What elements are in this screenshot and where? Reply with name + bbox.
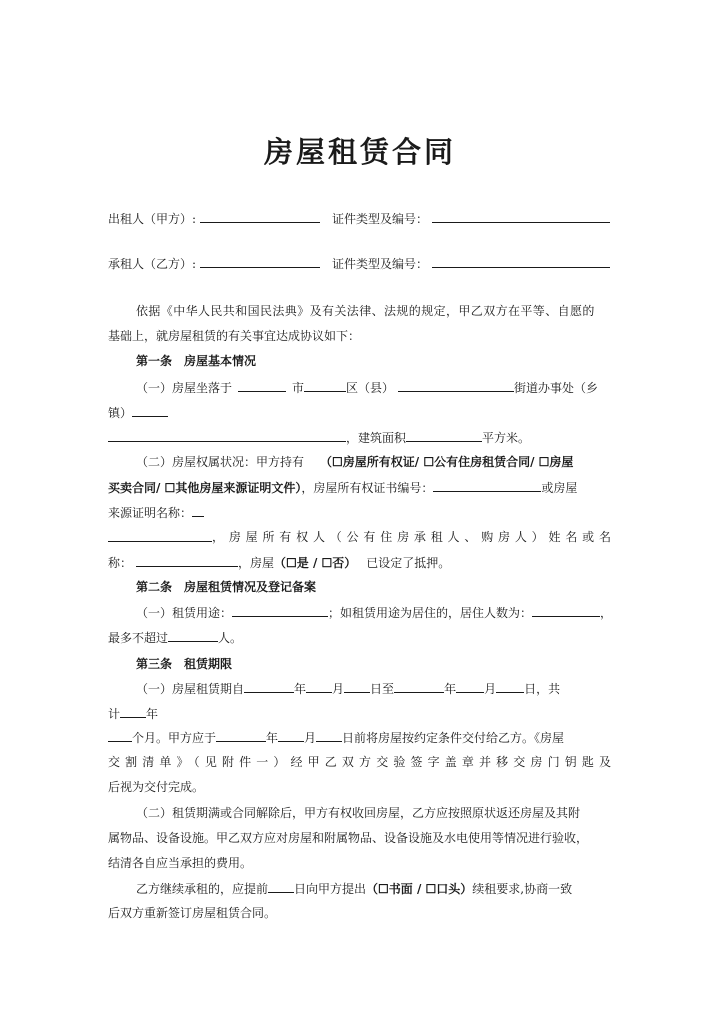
lessor-row <box>108 210 320 227</box>
delivery-day-field[interactable] <box>316 729 342 742</box>
lessee-label: 承租人（乙方）: <box>108 257 197 271</box>
start-year-field[interactable] <box>244 680 294 693</box>
delivery-year-field[interactable] <box>216 729 266 742</box>
renewal-suffix: 续租要求,协商一致 <box>472 882 573 896</box>
max-residents-prefix: 最多不超过 <box>108 631 169 645</box>
intro-line-2: 基础上，就房屋租赁的有关事宜达成协议如下： <box>108 329 361 343</box>
total-term-row <box>108 705 158 722</box>
mortgage-suffix: 已设定了抵押。 <box>366 556 451 570</box>
owner-name-label: 称： <box>108 556 133 570</box>
area-label: ，建筑面积 <box>346 431 407 445</box>
owner-name-field[interactable] <box>136 554 238 567</box>
renewal-options[interactable]: （☐书面 / ☐口头） <box>366 882 473 896</box>
renewal-mid: 日向甲方提出 <box>294 882 367 896</box>
lessor-id-label: 证件类型及编号： <box>332 212 429 226</box>
delivery-month-field[interactable] <box>278 729 304 742</box>
cert-number-field[interactable] <box>433 479 541 492</box>
lessee-id-row <box>332 255 610 272</box>
renewal-prefix: 乙方继续承租的，应提前 <box>136 882 269 896</box>
source-name-field-2[interactable] <box>108 529 212 542</box>
location-row-2 <box>108 404 168 421</box>
mortgage-row <box>108 554 450 571</box>
location-street-field[interactable] <box>398 379 514 392</box>
source-row <box>108 504 204 521</box>
start-day-label: 日至 <box>370 682 395 696</box>
lessor-label: 出租人（甲方）: <box>108 212 197 226</box>
lessee-name-field[interactable] <box>200 255 320 268</box>
total-months-field[interactable] <box>108 729 132 742</box>
end-year-label: 年 <box>444 682 457 696</box>
start-month-field[interactable] <box>306 680 332 693</box>
area-unit: 平方米。 <box>482 431 531 445</box>
mortgage-prefix: ，房屋 <box>238 556 275 570</box>
delivery-row <box>108 729 564 746</box>
max-residents-row <box>108 629 242 646</box>
area-field[interactable] <box>406 429 482 442</box>
delivery-line-2: 交割清单》（见附件一）经甲乙双方交验签字盖章并移交房门钥匙及 <box>108 755 611 769</box>
article-1-heading: 第一条 房屋基本情况 <box>136 354 257 368</box>
area-row <box>108 429 530 446</box>
source-name-field[interactable] <box>192 504 204 517</box>
mortgage-options[interactable]: （☐是 / ☐否） <box>274 556 357 570</box>
ownership-row-2 <box>108 479 577 496</box>
ownership-options-1[interactable]: （☐房屋所有权证/ ☐公有住房租赁合同/ ☐房屋 <box>320 455 574 469</box>
location-prefix: （一）房屋坐落于 <box>136 381 233 395</box>
clause-2-line-3: 结清各自应当承担的费用。 <box>108 856 253 870</box>
owner-row <box>108 529 611 545</box>
location-district-label: 区（县） <box>346 381 395 395</box>
purpose-label: （一）租赁用途： <box>136 606 233 620</box>
lessee-row <box>108 255 320 272</box>
owner-text: ，房屋所有权人（公有住房承租人、购房人）姓名或名 <box>212 530 611 544</box>
residents-field[interactable] <box>532 604 600 617</box>
location-city-field[interactable] <box>238 379 286 392</box>
ownership-prefix: （二）房屋权属状况：甲方持有 <box>136 455 305 469</box>
renewal-line-2: 后双方重新签订房屋租赁合同。 <box>108 906 277 920</box>
location-street-label: 街道办事处（乡 <box>514 381 599 395</box>
lessor-id-row <box>332 210 610 227</box>
purpose-row: （一）租赁用途： ；如租赁用途为居住的，居住人数为： ， <box>136 606 613 620</box>
intro-line-1: 依据《中华人民共和国民法典》及有关法律、法规的规定，甲乙双方在平等、自愿的 <box>136 304 595 318</box>
total-years-unit: 年 <box>146 707 159 721</box>
max-residents-field[interactable] <box>168 629 218 642</box>
delivery-line-3: 后视为交付完成。 <box>108 780 205 794</box>
source-name-label: 来源证明名称： <box>108 506 193 520</box>
end-day-label: 日，共 <box>524 682 561 696</box>
location-city-label: 市 <box>292 381 305 395</box>
location-district-field[interactable] <box>304 379 346 392</box>
location-town-field[interactable] <box>132 404 168 417</box>
residents-label: ；如租赁用途为居住的，居住人数为： <box>328 606 533 620</box>
total-years-field[interactable] <box>120 705 146 718</box>
ownership-row-1 <box>136 454 573 470</box>
ownership-options-2[interactable]: 买卖合同/ ☐其他房屋来源证明文件） <box>108 481 302 495</box>
delivery-month-label: 月 <box>304 731 317 745</box>
address-detail-field[interactable] <box>108 429 346 442</box>
lessee-id-field[interactable] <box>432 255 610 268</box>
renewal-row <box>136 880 572 897</box>
lessor-name-field[interactable] <box>200 210 320 223</box>
end-month-label: 月 <box>484 682 497 696</box>
purpose-field[interactable] <box>232 604 328 617</box>
location-row <box>136 379 598 396</box>
start-year-label: 年 <box>294 682 307 696</box>
total-term-label: 计 <box>108 707 121 721</box>
article-3-heading: 第三条 租赁期限 <box>136 657 233 671</box>
start-month-label: 月 <box>332 682 345 696</box>
start-day-field[interactable] <box>344 680 370 693</box>
lessor-id-field[interactable] <box>432 210 610 223</box>
clause-2-line-1: （二）租赁期满或合同解除后，甲方有权收回房屋，乙方应按照原状返还房屋及其附 <box>136 806 581 820</box>
end-day-field[interactable] <box>496 680 524 693</box>
cert-or-label: 或房屋 <box>541 481 578 495</box>
page-title: 房屋租赁合同 <box>263 135 456 169</box>
max-residents-suffix: 人。 <box>218 631 243 645</box>
end-month-field[interactable] <box>456 680 484 693</box>
clause-2-line-2: 属物品、设备设施。甲乙双方应对房屋和附属物品、设备设施及水电使用等情况进行验收， <box>108 831 589 845</box>
delivery-suffix: 日前将房屋按约定条件交付给乙方。《房屋 <box>342 731 565 745</box>
renewal-days-field[interactable] <box>268 880 294 893</box>
cert-number-label: ，房屋所有权证书编号： <box>301 481 434 495</box>
term-prefix: （一）房屋租赁期自 <box>136 682 245 696</box>
delivery-year-label: 年 <box>266 731 279 745</box>
delivery-mid: 个月。甲方应于 <box>132 731 217 745</box>
location-town-label: 镇） <box>108 406 133 420</box>
lessee-id-label: 证件类型及编号： <box>332 257 429 271</box>
article-2-heading: 第二条 房屋租赁情况及登记备案 <box>136 580 317 594</box>
term-row <box>136 680 560 697</box>
end-year-field[interactable] <box>394 680 444 693</box>
